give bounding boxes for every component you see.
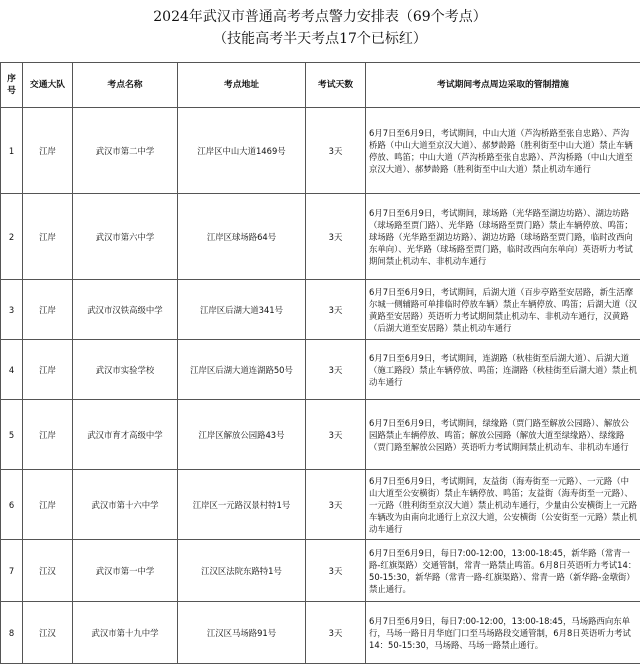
cell-traffic-team: 江汉 (23, 602, 73, 664)
cell-serial: 5 (1, 400, 23, 470)
measures-text: 6月7日至6月9日，考试期间，中山大道（芦沟桥路至张自忠路）、芦沟桥路（中山大道至京汉大道）、郝梦龄路（胜利街至中山大道）禁止车辆停放、鸣笛；中山大道（芦沟桥路至张自忠路）、芦沟桥路（中山大道至京汉大道）、郝梦龄路（胜利街至中山大道）禁止机动车通行 (369, 127, 637, 175)
table-row (1, 540, 640, 602)
cell-address: 江汉区法院东路特1号 (178, 540, 306, 602)
cell-serial: 1 (1, 108, 23, 194)
document-title (0, 6, 640, 50)
cell-serial: 7 (1, 540, 23, 602)
measures-text: 6月7日至6月9日，考试期间，后湖大道（百步亭路至安居路，新生活摩尔城一侧辅路可单排临时停放车辆）禁止车辆停放、鸣笛；后湖大道（汉黄路至安居路）英语听力考试期间禁止机动车、非机动车通行，汉黄路（后湖大道至安居路）禁止机动车通行 (369, 286, 637, 334)
cell-exam-site: 武汉市第六中学 (73, 194, 178, 280)
table-row (1, 108, 640, 194)
measures-text: 6月7日至6月9日，考试期间，球场路（光华路至湖边坊路）、湖边坊路（球场路至贾门路）、光华路（球场路至贾门路）禁止车辆停放、鸣笛；球场路（光华路至湖边坊路）、湖边坊路（球场路至贾门路，临时改西向东单向）、光华路（球场路至贾门路，临时改西向东单向）英语听力考试期间禁止机动车、非机动车通行 (369, 207, 637, 267)
cell-exam-days: 3天 (306, 280, 366, 340)
cell-traffic-team: 江岸 (23, 340, 73, 400)
cell-exam-days: 3天 (306, 470, 366, 540)
cell-exam-days: 3天 (306, 194, 366, 280)
title-line-2: （技能高考半天考点17个已标红） (0, 28, 640, 50)
cell-traffic-team: 江岸 (23, 108, 73, 194)
cell-measures (366, 194, 640, 280)
cell-traffic-team: 江岸 (23, 400, 73, 470)
cell-address: 江岸区后湖大道连湖路50号 (178, 340, 306, 400)
cell-serial: 6 (1, 470, 23, 540)
table-row (1, 602, 640, 664)
measures-text: 6月7日至6月9日，每日7:00-12:00，13:00-18:45，新华路（常青一路-红旗渠路）交通管制，常青一路禁止鸣笛。6月8日英语听力考试14：50-15:30，新华路（常青一路-红旗渠路）、常青一路（新华路-金墩街）禁止通行。 (369, 547, 637, 595)
cell-measures (366, 470, 640, 540)
cell-serial: 4 (1, 340, 23, 400)
cell-exam-site: 武汉市第十六中学 (73, 470, 178, 540)
cell-exam-days: 3天 (306, 108, 366, 194)
cell-exam-site: 武汉市第一中学 (73, 540, 178, 602)
table-row (1, 194, 640, 280)
cell-exam-days: 3天 (306, 400, 366, 470)
cell-serial: 3 (1, 280, 23, 340)
cell-serial: 2 (1, 194, 23, 280)
table-row (1, 340, 640, 400)
cell-address: 江岸区一元路汉景村特1号 (178, 470, 306, 540)
cell-measures (366, 340, 640, 400)
table-row (1, 470, 640, 540)
header-traffic-team: 交通大队 (23, 63, 73, 108)
measures-text: 6月7日至6月9日，考试期间，友益街（海寿街至一元路）、一元路（中山大道至公安横街）禁止车辆停放、鸣笛；友益街（海寿街至一元路）、一元路（胜利街至京汉大道）禁止机动车通行，少量由公安横街上一元路车辆改为由南向北通行上京汉大道，公安横街（公安街至一元路）禁止机动车通行 (369, 475, 637, 535)
measures-text: 6月7日至6月9日，每日7:00-12:00，13:00-18:45，马场路西向东单行，马场一路日月华庭门口至马场路段交通管制，6月8日英语听力考试14：50-15:30，马场路、马场一路禁止通行。 (369, 615, 637, 651)
cell-address: 江岸区球场路64号 (178, 194, 306, 280)
cell-address: 江岸区中山大道1469号 (178, 108, 306, 194)
cell-exam-days: 3天 (306, 540, 366, 602)
cell-serial: 8 (1, 602, 23, 664)
cell-exam-site: 武汉市实验学校 (73, 340, 178, 400)
cell-traffic-team: 江汉 (23, 540, 73, 602)
header-serial: 序号 (1, 63, 23, 108)
measures-text: 6月7日至6月9日，考试期间，绿缘路（贾门路至解放公园路）、解放公园路禁止车辆停放、鸣笛；解放公园路（解放大道至绿缘路）、绿缘路（贾门路至解放公园路）英语听力考试期间禁止机动车、非机动车通行 (369, 417, 637, 453)
cell-measures (366, 400, 640, 470)
cell-traffic-team: 江岸 (23, 194, 73, 280)
cell-exam-days: 3天 (306, 602, 366, 664)
measures-text: 6月7日至6月9日，考试期间，连湖路（秋桂街至后湖大道）、后湖大道（施工路段）禁止车辆停放、鸣笛；连湖路（秋桂街至后湖大道）禁止机动车通行 (369, 352, 637, 388)
cell-measures (366, 280, 640, 340)
security-arrangement-table (0, 62, 640, 664)
cell-exam-site: 武汉市第十九中学 (73, 602, 178, 664)
cell-address: 江汉区马场路91号 (178, 602, 306, 664)
cell-exam-site: 武汉市育才高级中学 (73, 400, 178, 470)
table-row (1, 280, 640, 340)
cell-measures (366, 540, 640, 602)
cell-measures (366, 602, 640, 664)
cell-exam-site: 武汉市第二中学 (73, 108, 178, 194)
cell-measures (366, 108, 640, 194)
header-measures: 考试期间考点周边采取的管制措施 (366, 63, 640, 108)
cell-traffic-team: 江岸 (23, 470, 73, 540)
cell-exam-days: 3天 (306, 340, 366, 400)
cell-address: 江岸区后湖大道341号 (178, 280, 306, 340)
header-exam-days: 考试天数 (306, 63, 366, 108)
cell-traffic-team: 江岸 (23, 280, 73, 340)
header-exam-site: 考点名称 (73, 63, 178, 108)
cell-exam-site: 武汉市汉铁高级中学 (73, 280, 178, 340)
header-address: 考点地址 (178, 63, 306, 108)
table-row (1, 400, 640, 470)
title-line-1: 2024年武汉市普通高考考点警力安排表（69个考点） (0, 6, 640, 28)
table-header-row (1, 63, 640, 108)
cell-address: 江岸区解放公园路43号 (178, 400, 306, 470)
